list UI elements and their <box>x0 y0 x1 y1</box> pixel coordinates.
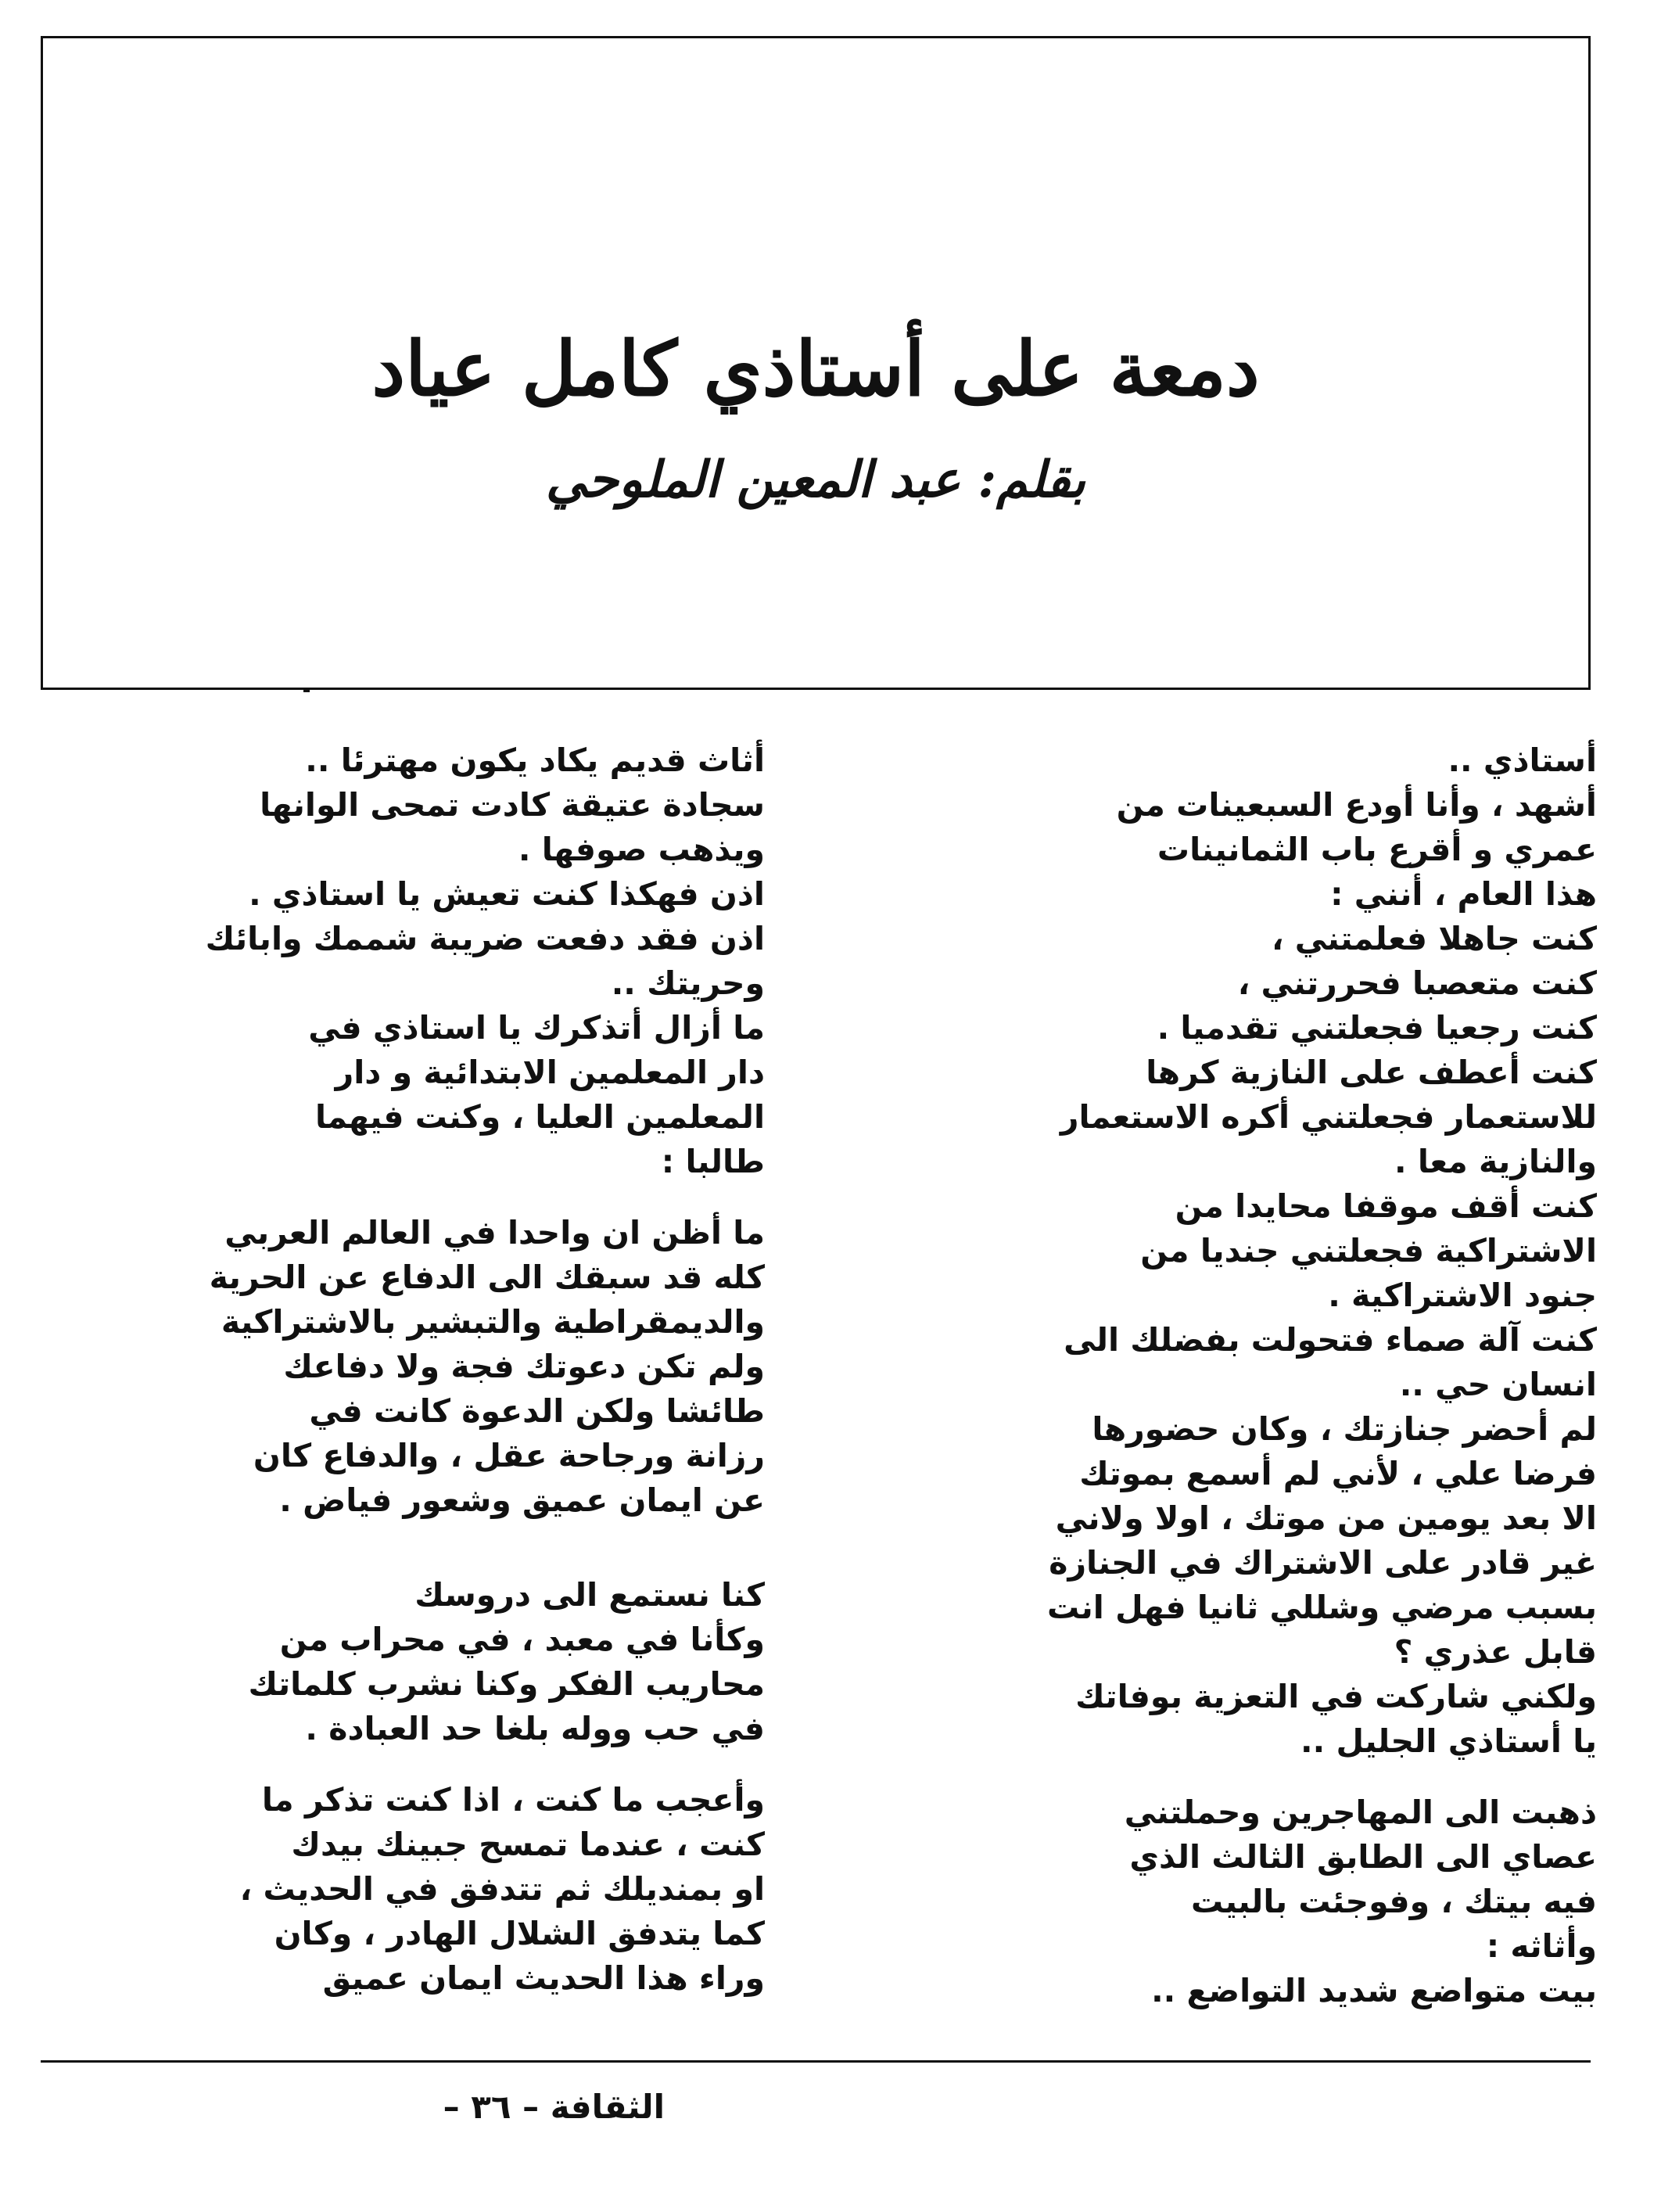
text-line: كنت جاهلا فعلمتني ، <box>1271 920 1597 957</box>
paragraph-gap <box>61 1523 765 1573</box>
text-line: كنت آلة صماء فتحولت بفضلك الى <box>1064 1321 1597 1359</box>
text-line: انسان حي .. <box>1399 1366 1597 1403</box>
article-byline: بقلم: عبد المعين الملوحي <box>545 451 1086 509</box>
footer-page-label: الثقافة – ٣٦ – <box>443 2088 665 2126</box>
text-line: والديمقراطية والتبشير بالاشتراكية <box>221 1303 765 1341</box>
text-line: أثاث قديم يكاد يكون مهترئا .. <box>305 742 765 779</box>
text-line: رزانة ورجاحة عقل ، والدفاع كان <box>253 1437 765 1474</box>
text-line: قابل عذري ؟ <box>1394 1633 1597 1671</box>
text-line: في حب ووله بلغا حد العبادة . <box>305 1710 765 1747</box>
text-line: بيت متواضع شديد التواضع .. <box>1151 1972 1597 2009</box>
text-line: اذن فقد دفعت ضريبة شممك وابائك <box>205 920 765 957</box>
text-line: فيه بيتك ، وفوجئت بالبيت <box>1191 1883 1597 1920</box>
bottom-rule <box>41 2060 1591 2063</box>
text-line: ولكني شاركت في التعزية بوفاتك <box>1075 1678 1597 1715</box>
text-line: كنا نستمع الى دروسك <box>414 1576 765 1614</box>
text-line: وأثاثه : <box>1486 1927 1597 1965</box>
frame-tick-mark <box>303 690 310 692</box>
text-column-left <box>61 738 765 2021</box>
text-line: وحريتك .. <box>611 964 765 1002</box>
text-line: والنازية معا . <box>1394 1143 1597 1180</box>
text-line: محاريب الفكر وكنا نشرب كلماتك <box>248 1665 765 1703</box>
text-line: كما يتدفق الشلال الهادر ، وكان <box>274 1915 765 1952</box>
text-line: كنت رجعيا فجعلتني تقدميا . <box>1157 1009 1597 1047</box>
title-frame <box>41 36 1591 690</box>
text-line: عصاي الى الطابق الثالث الذي <box>1129 1838 1597 1876</box>
text-line: هذا العام ، أنني : <box>1330 875 1597 913</box>
text-line: وأعجب ما كنت ، اذا كنت تذكر ما <box>261 1781 765 1819</box>
text-line: وراء هذا الحديث ايمان عميق <box>322 1959 765 1997</box>
page-footer <box>0 2084 1661 2131</box>
text-line: كنت ، عندما تمسح جبينك بيدك <box>291 1826 765 1863</box>
text-line: ما أزال أتذكرك يا استاذي في <box>308 1009 765 1047</box>
text-line: ما أظن ان واحدا في العالم العربي <box>224 1214 765 1251</box>
text-line: غير قادر على الاشتراك في الجنازة <box>1049 1544 1597 1582</box>
text-line: طالبا : <box>661 1143 765 1180</box>
text-line: عن ايمان عميق وشعور فياض . <box>279 1481 765 1519</box>
text-line: طائشا ولكن الدعوة كانت في <box>309 1392 765 1430</box>
text-line: الا بعد يومين من موتك ، اولا ولاني <box>1055 1499 1597 1537</box>
text-line: للاستعمار فجعلتني أكره الاستعمار <box>1060 1098 1597 1136</box>
text-line: فرضا علي ، لأني لم أسمع بموتك <box>1079 1455 1597 1492</box>
paragraph-gap <box>61 1184 765 1211</box>
text-line: ويذهب صوفها . <box>518 831 765 868</box>
text-line: ولم تكن دعوتك فجة ولا دفاعك <box>283 1348 765 1385</box>
text-line: اذن فهكذا كنت تعيش يا استاذي . <box>249 875 765 913</box>
text-line: كنت أقف موقفا محايدا من <box>1175 1187 1597 1225</box>
text-line: او بمنديلك ثم تتدفق في الحديث ، <box>239 1870 765 1908</box>
text-line: كله قد سبقك الى الدفاع عن الحرية <box>209 1259 765 1296</box>
text-line: جنود الاشتراكية . <box>1328 1277 1597 1314</box>
text-line: أستاذي .. <box>1448 742 1597 779</box>
text-line: الاشتراكية فجعلتني جنديا من <box>1140 1232 1597 1269</box>
text-line: أشهد ، وأنا أودع السبعينات من <box>1116 786 1597 824</box>
text-line: المعلمين العليا ، وكنت فيهما <box>314 1098 765 1136</box>
text-line: يا أستاذي الجليل .. <box>1300 1722 1597 1760</box>
text-line: ذهبت الى المهاجرين وحملتني <box>1124 1794 1597 1831</box>
paragraph-gap <box>61 1751 765 1778</box>
text-line: عمري و أقرع باب الثمانينات <box>1157 831 1597 868</box>
paragraph-gap <box>893 1764 1597 1790</box>
text-line: دار المعلمين الابتدائية و دار <box>335 1054 765 1091</box>
text-line: سجادة عتيقة كادت تمحى الوانها <box>260 786 765 824</box>
article-title: دمعة على أستاذي كامل عياد <box>371 325 1260 413</box>
text-line: كنت متعصبا فحررتني ، <box>1237 964 1597 1002</box>
text-line: بسبب مرضي وشللي ثانيا فهل انت <box>1046 1589 1597 1626</box>
text-column-right <box>893 738 1597 2021</box>
text-line: كنت أعطف على النازية كرها <box>1146 1054 1597 1091</box>
text-line: وكأنا في معبد ، في محراب من <box>279 1621 765 1658</box>
text-line: لم أحضر جنازتك ، وكان حضورها <box>1092 1410 1597 1448</box>
